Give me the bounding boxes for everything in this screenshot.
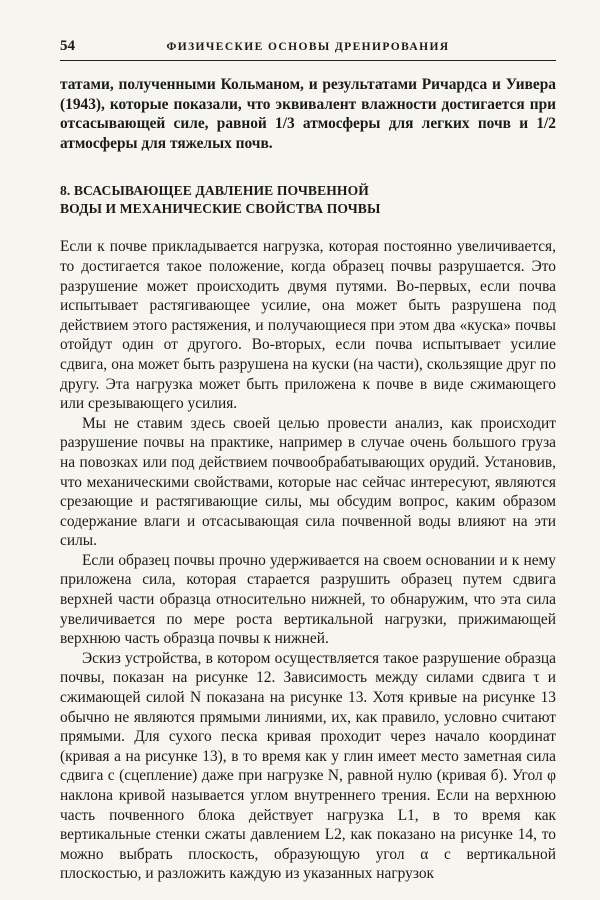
body-paragraph-1: Если к почве прикладывается нагрузка, которая постоянно увеличивается, то достигается такое положение, когда образец почвы разрушается. Это разрушение может происходить двумя путями. Во-первых, если почва испытывает растягивающее усилие, она может быть разрушена под действием этого растяжения, и получающиеся при этом два «куска» почвы отойдут один от другого. Во-вторых, если почва испытывает усилие сдвига, она может быть разрушена на куски (на части), скользящие друг по другу. Эта нагрузка может быть приложена к почве в виде сжимающего или срезывающего усилия. bbox=[60, 238, 556, 413]
intro-paragraph: татами, полученными Кольманом, и результатами Ричардса и Уивера (1943), которые показали, что эквивалент влажности достигается при отсасывающей силе, равной 1/3 атмосферы для легких почв и 1/2 атмосферы для тяжелых почв. bbox=[60, 76, 556, 152]
page-header bbox=[60, 38, 556, 61]
section-title-line-1: 8. ВСАСЫВАЮЩЕЕ ДАВЛЕНИЕ ПОЧВЕННОЙ bbox=[60, 183, 369, 199]
running-title: ФИЗИЧЕСКИЕ ОСНОВЫ ДРЕНИРОВАНИЯ bbox=[166, 41, 450, 53]
body-paragraph-3: Если образец почвы прочно удерживается на своем основании и к нему приложена сила, которая старается разрушить образец путем сдвига верхней части образца относительно нижней, то обнаружим, что эта сила увеличивается по мере роста вертикальной нагрузки, прижимающей верхнюю часть образца почвы к нижней. bbox=[60, 551, 556, 648]
body-paragraph-2: Мы не ставим здесь своей целью провести анализ, как происходит разрушение почвы на практике, например в случае очень большого груза на повозках или под действием почвообрабатывающих орудий. Установив, что механическими свойствами, которые нас сейчас интересуют, являются срезающие и растягивающие силы, мы обсудим вопрос, каким образом содержание влаги и отсасывающая сила почвенной воды влияют на эти силы. bbox=[60, 414, 556, 550]
section-title-line-2: ВОДЫ И МЕХАНИЧЕСКИЕ СВОЙСТВА ПОЧВЫ bbox=[60, 201, 381, 217]
section-title bbox=[60, 182, 556, 218]
page-number: 54 bbox=[60, 38, 75, 54]
body-paragraph-4: Эскиз устройства, в котором осуществляется такое разрушение образца почвы, показан на рисунке 12. Зависимость между силами сдвига τ и сжимающей силой N показана на рисунке 13. Хотя кривые на рисунке 13 обычно не являются прямыми линиями, их, как правило, условно считают прямыми. Для сухого песка кривая проходит через начало координат (кривая a на рисунке 13), в то время как у глин имеет место заметная сила сдвига c (сцепление) даже при нагрузке N, равной нулю (кривая б). Угол φ наклона кривой называется углом внутреннего трения. Если на верхнюю часть почвенного блока действует нагрузка L1, в то время как вертикальные стенки сжаты давлением L2, как показано на рисунке 14, то можно выбрать плоскость, образующую угол α с вертикальной плоскостью, и разложить каждую из указанных нагрузок bbox=[60, 649, 556, 883]
